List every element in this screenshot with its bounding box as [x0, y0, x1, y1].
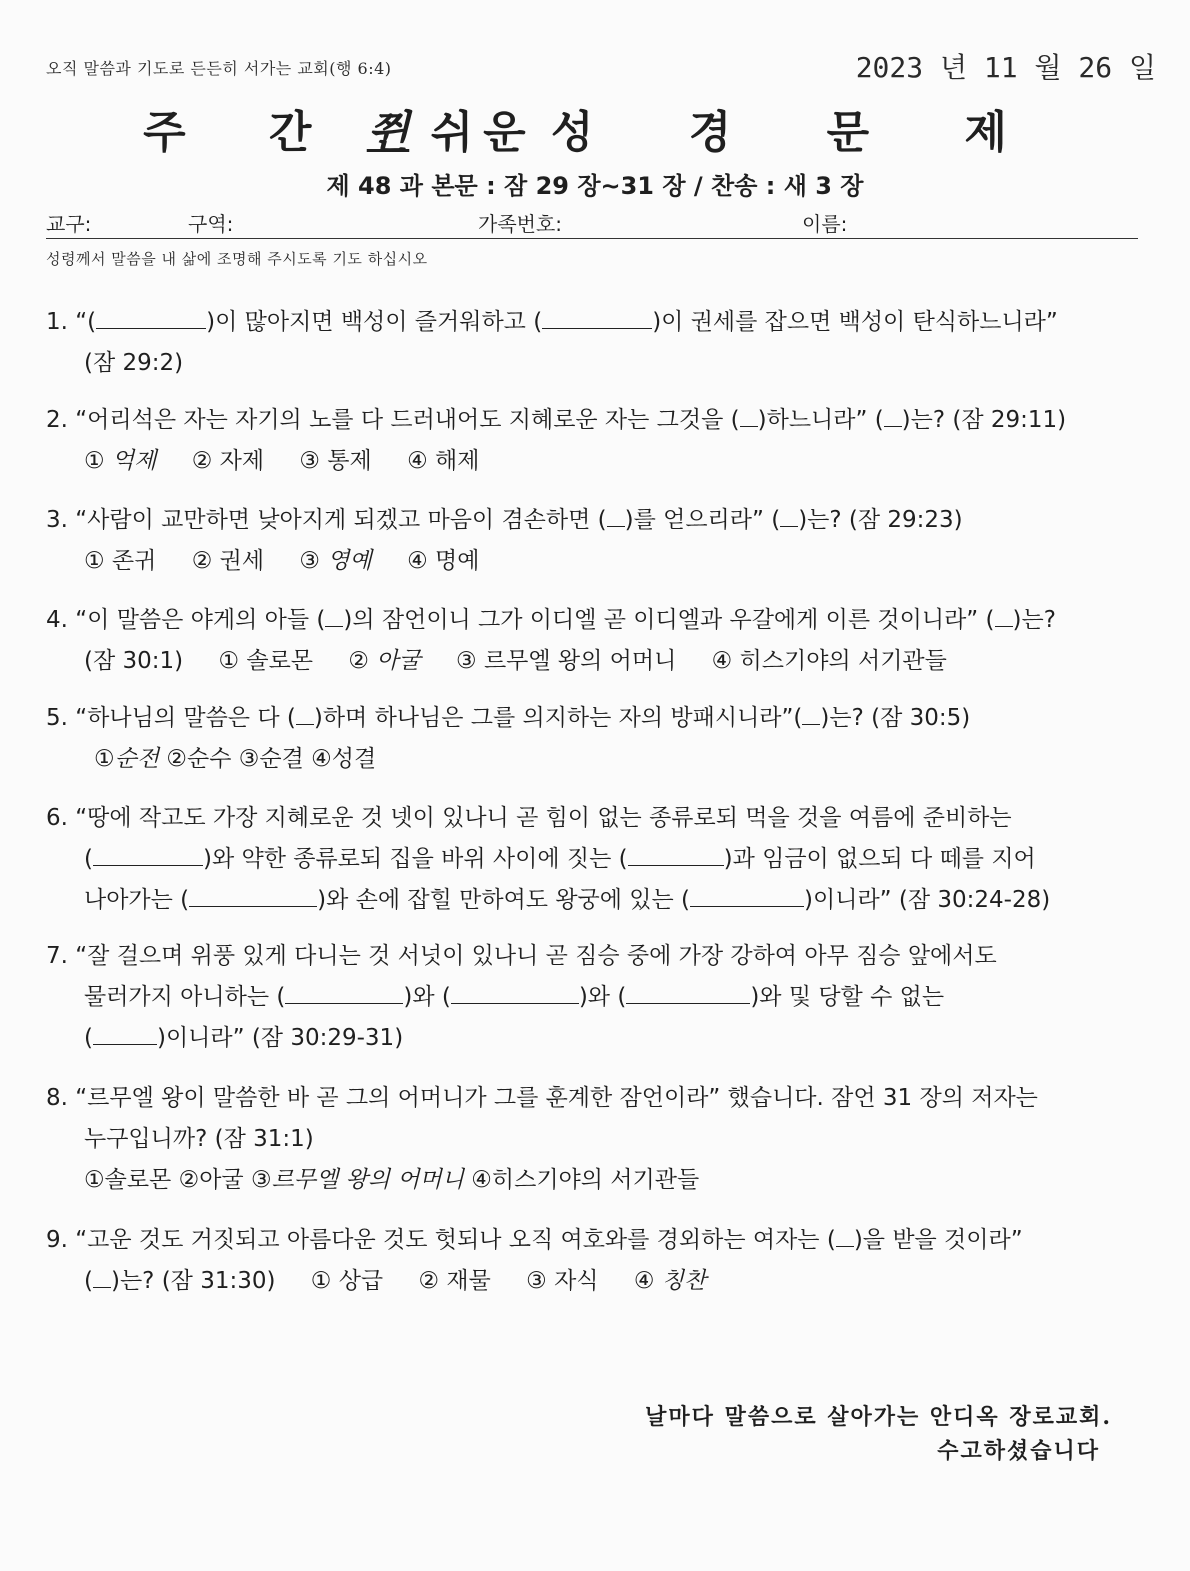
answer-blank [325, 600, 343, 627]
question-text: )는? (잠 31:30) [110, 1268, 276, 1294]
question-text: )이니라” (잠 30:29-31) [156, 1025, 404, 1051]
option-1: ① 존귀 [84, 548, 157, 574]
option-4: ④히스기야의 서기관들 [471, 1167, 700, 1193]
question-text: )는? (잠 29:11) [901, 407, 1067, 433]
question-number: 5. [46, 705, 68, 731]
question-text: “사람이 교만하면 낮아지게 되겠고 마음이 겸손하면 ( [75, 507, 607, 533]
scripture-ref: (잠 30:1) [84, 648, 184, 674]
question-text: “이 말씀은 야게의 아들 ( [75, 607, 326, 633]
question-text: 나아가는 ( [84, 887, 190, 913]
question-number: 6. [46, 805, 68, 831]
question-text: )는? (잠 30:5) [820, 705, 971, 731]
title-part-3: 성 경 문 제 [550, 107, 1047, 158]
option-3: ③ 통제 [299, 448, 372, 474]
option-2: ② 아굴 [348, 648, 421, 674]
option-1: ①순전 [94, 746, 160, 772]
answer-blank [995, 600, 1013, 627]
question-text: )하느니라” ( [757, 407, 884, 433]
question-text: ( [84, 1025, 93, 1051]
info-fields [46, 206, 1138, 239]
question-text: )과 임금이 없으되 다 떼를 지어 [723, 846, 1036, 872]
option-2: ② 재물 [418, 1268, 491, 1294]
question-8 [46, 1078, 1126, 1201]
question-number: 9. [46, 1227, 68, 1253]
question-text: )와 약한 종류로되 집을 바위 사이에 짓는 ( [202, 846, 628, 872]
question-number: 8. [46, 1085, 68, 1111]
question-text: 물러가지 아니하는 ( [84, 984, 286, 1010]
title-part-1: 주 간 [143, 107, 346, 158]
lesson-subtitle: 제 48 과 본문 : 잠 29 장~31 장 / 찬송 : 새 3 장 [326, 172, 864, 200]
question-text: )이니라” (잠 30:24-28) [804, 887, 1051, 913]
question-text: )의 잠언이니 그가 이디엘 곧 이디엘과 우갈에게 이른 것이니라” ( [343, 607, 995, 633]
question-text: )와 및 당할 수 없는 [750, 984, 945, 1010]
question-3 [46, 500, 1126, 582]
question-text: “땅에 작고도 가장 지혜로운 것 넷이 있나니 곧 힘이 없는 종류로되 먹을 것을 여름에 준비하는 [75, 805, 1012, 831]
question-text: “잘 걸으며 위풍 있게 다니는 것 서넛이 있나니 곧 짐승 중에 가장 강하여 아무 짐승 앞에서도 [75, 943, 997, 969]
question-1 [46, 302, 1126, 384]
date: 2023 년 11 월 26 일 [855, 51, 1156, 84]
title-handwritten-word: 쮠 [366, 107, 410, 158]
answer-blank [690, 880, 804, 907]
option-4: ④ 칭찬 [633, 1268, 707, 1294]
option-1: ① 억제 [84, 448, 157, 474]
question-text: )와 손에 잡힐 만하여도 왕궁에 있는 ( [317, 887, 691, 913]
answer-blank [780, 500, 798, 527]
question-text: )와 ( [403, 984, 451, 1010]
question-text: )는? (잠 29:23) [798, 507, 963, 533]
question-number: 2. [46, 407, 68, 433]
question-text: ( [84, 846, 93, 872]
option-4: ④ 해제 [407, 448, 480, 474]
footer-church-name: 날마다 말씀으로 살아가는 안디옥 장로교회. [645, 1404, 1112, 1430]
question-text: “( [75, 309, 97, 335]
answer-blank [189, 880, 317, 907]
question-9 [46, 1220, 1126, 1302]
question-text: )이 많아지면 백성이 즐거워하고 ( [206, 309, 543, 335]
church-motto: 오직 말씀과 기도로 든든히 서가는 교회(행 6:4) [46, 59, 392, 78]
option-3: ③르무엘 왕의 어머니 [250, 1167, 464, 1193]
option-2: ②순수 [166, 746, 232, 772]
answer-blank [93, 1261, 111, 1288]
question-text: “르무엘 왕이 말씀한 바 곧 그의 어머니가 그를 훈계한 잠언이라” 했습니다. 잠언 31 장의 저자는 [75, 1085, 1038, 1111]
question-text: )를 얻으리라” ( [624, 507, 781, 533]
option-4: ④ 명예 [407, 548, 480, 574]
answer-blank [93, 839, 203, 866]
scripture-ref: (잠 29:2) [84, 350, 184, 376]
question-text: )하며 하나님은 그를 의지하는 자의 방패시니라”( [313, 705, 803, 731]
answer-blank [740, 400, 758, 427]
question-text: “고운 것도 거짓되고 아름다운 것도 헛되나 오직 여호와를 경외하는 여자는 ( [75, 1227, 836, 1253]
answer-blank [836, 1220, 854, 1247]
page-title [0, 96, 1190, 160]
option-1: ① 상급 [310, 1268, 384, 1294]
title-part-2: 쉬운 [430, 107, 536, 158]
question-4 [46, 600, 1126, 682]
name-field-label: 이름: [802, 212, 848, 236]
option-2: ② 권세 [191, 548, 265, 574]
question-text: )와 ( [578, 984, 627, 1010]
district-field-label: 교구: [46, 212, 92, 236]
answer-blank [628, 839, 724, 866]
option-3: ③ 영예 [299, 548, 372, 574]
answer-blank [802, 698, 820, 725]
question-text: )이 권세를 잡으면 백성이 탄식하느니라” [652, 309, 1058, 335]
question-5 [46, 698, 1126, 780]
question-text: ( [84, 1268, 93, 1294]
option-2: ② 자제 [191, 448, 265, 474]
footer-thanks: 수고하셨습니다 [937, 1438, 1100, 1464]
option-4: ④성결 [311, 746, 377, 772]
question-text: )는? [1012, 607, 1056, 633]
option-3: ③ 자식 [526, 1268, 599, 1294]
option-2: ②아굴 [178, 1167, 244, 1193]
answer-blank [607, 500, 625, 527]
option-3: ③순결 [238, 746, 304, 772]
question-number: 1. [46, 309, 68, 335]
question-number: 3. [46, 507, 68, 533]
answer-blank [93, 1018, 157, 1045]
answer-blank [884, 400, 902, 427]
answer-blank [626, 977, 750, 1004]
question-6 [46, 798, 1126, 921]
answer-blank [451, 977, 579, 1004]
question-number: 4. [46, 607, 68, 633]
question-number: 7. [46, 943, 68, 969]
area-field-label: 구역: [188, 212, 234, 236]
answer-blank [96, 302, 206, 329]
answer-blank [542, 302, 652, 329]
prayer-instruction: 성령께서 말씀을 내 삶에 조명해 주시도록 기도 하십시오 [46, 250, 428, 268]
option-1: ① 솔로몬 [218, 648, 314, 674]
question-text: )을 받을 것이라” [853, 1227, 1023, 1253]
question-2 [46, 400, 1126, 482]
option-4: ④ 히스기야의 서기관들 [711, 648, 947, 674]
question-text: 누구입니까? (잠 31:1) [84, 1126, 314, 1152]
answer-blank [296, 698, 314, 725]
option-3: ③ 르무엘 왕의 어머니 [456, 648, 677, 674]
question-text: “어리석은 자는 자기의 노를 다 드러내어도 지혜로운 자는 그것을 ( [75, 407, 740, 433]
answer-blank [285, 977, 403, 1004]
option-1: ①솔로몬 [84, 1167, 172, 1193]
family-number-field-label: 가족번호: [478, 212, 563, 236]
question-7 [46, 936, 1126, 1059]
question-text: “하나님의 말씀은 다 ( [75, 705, 296, 731]
